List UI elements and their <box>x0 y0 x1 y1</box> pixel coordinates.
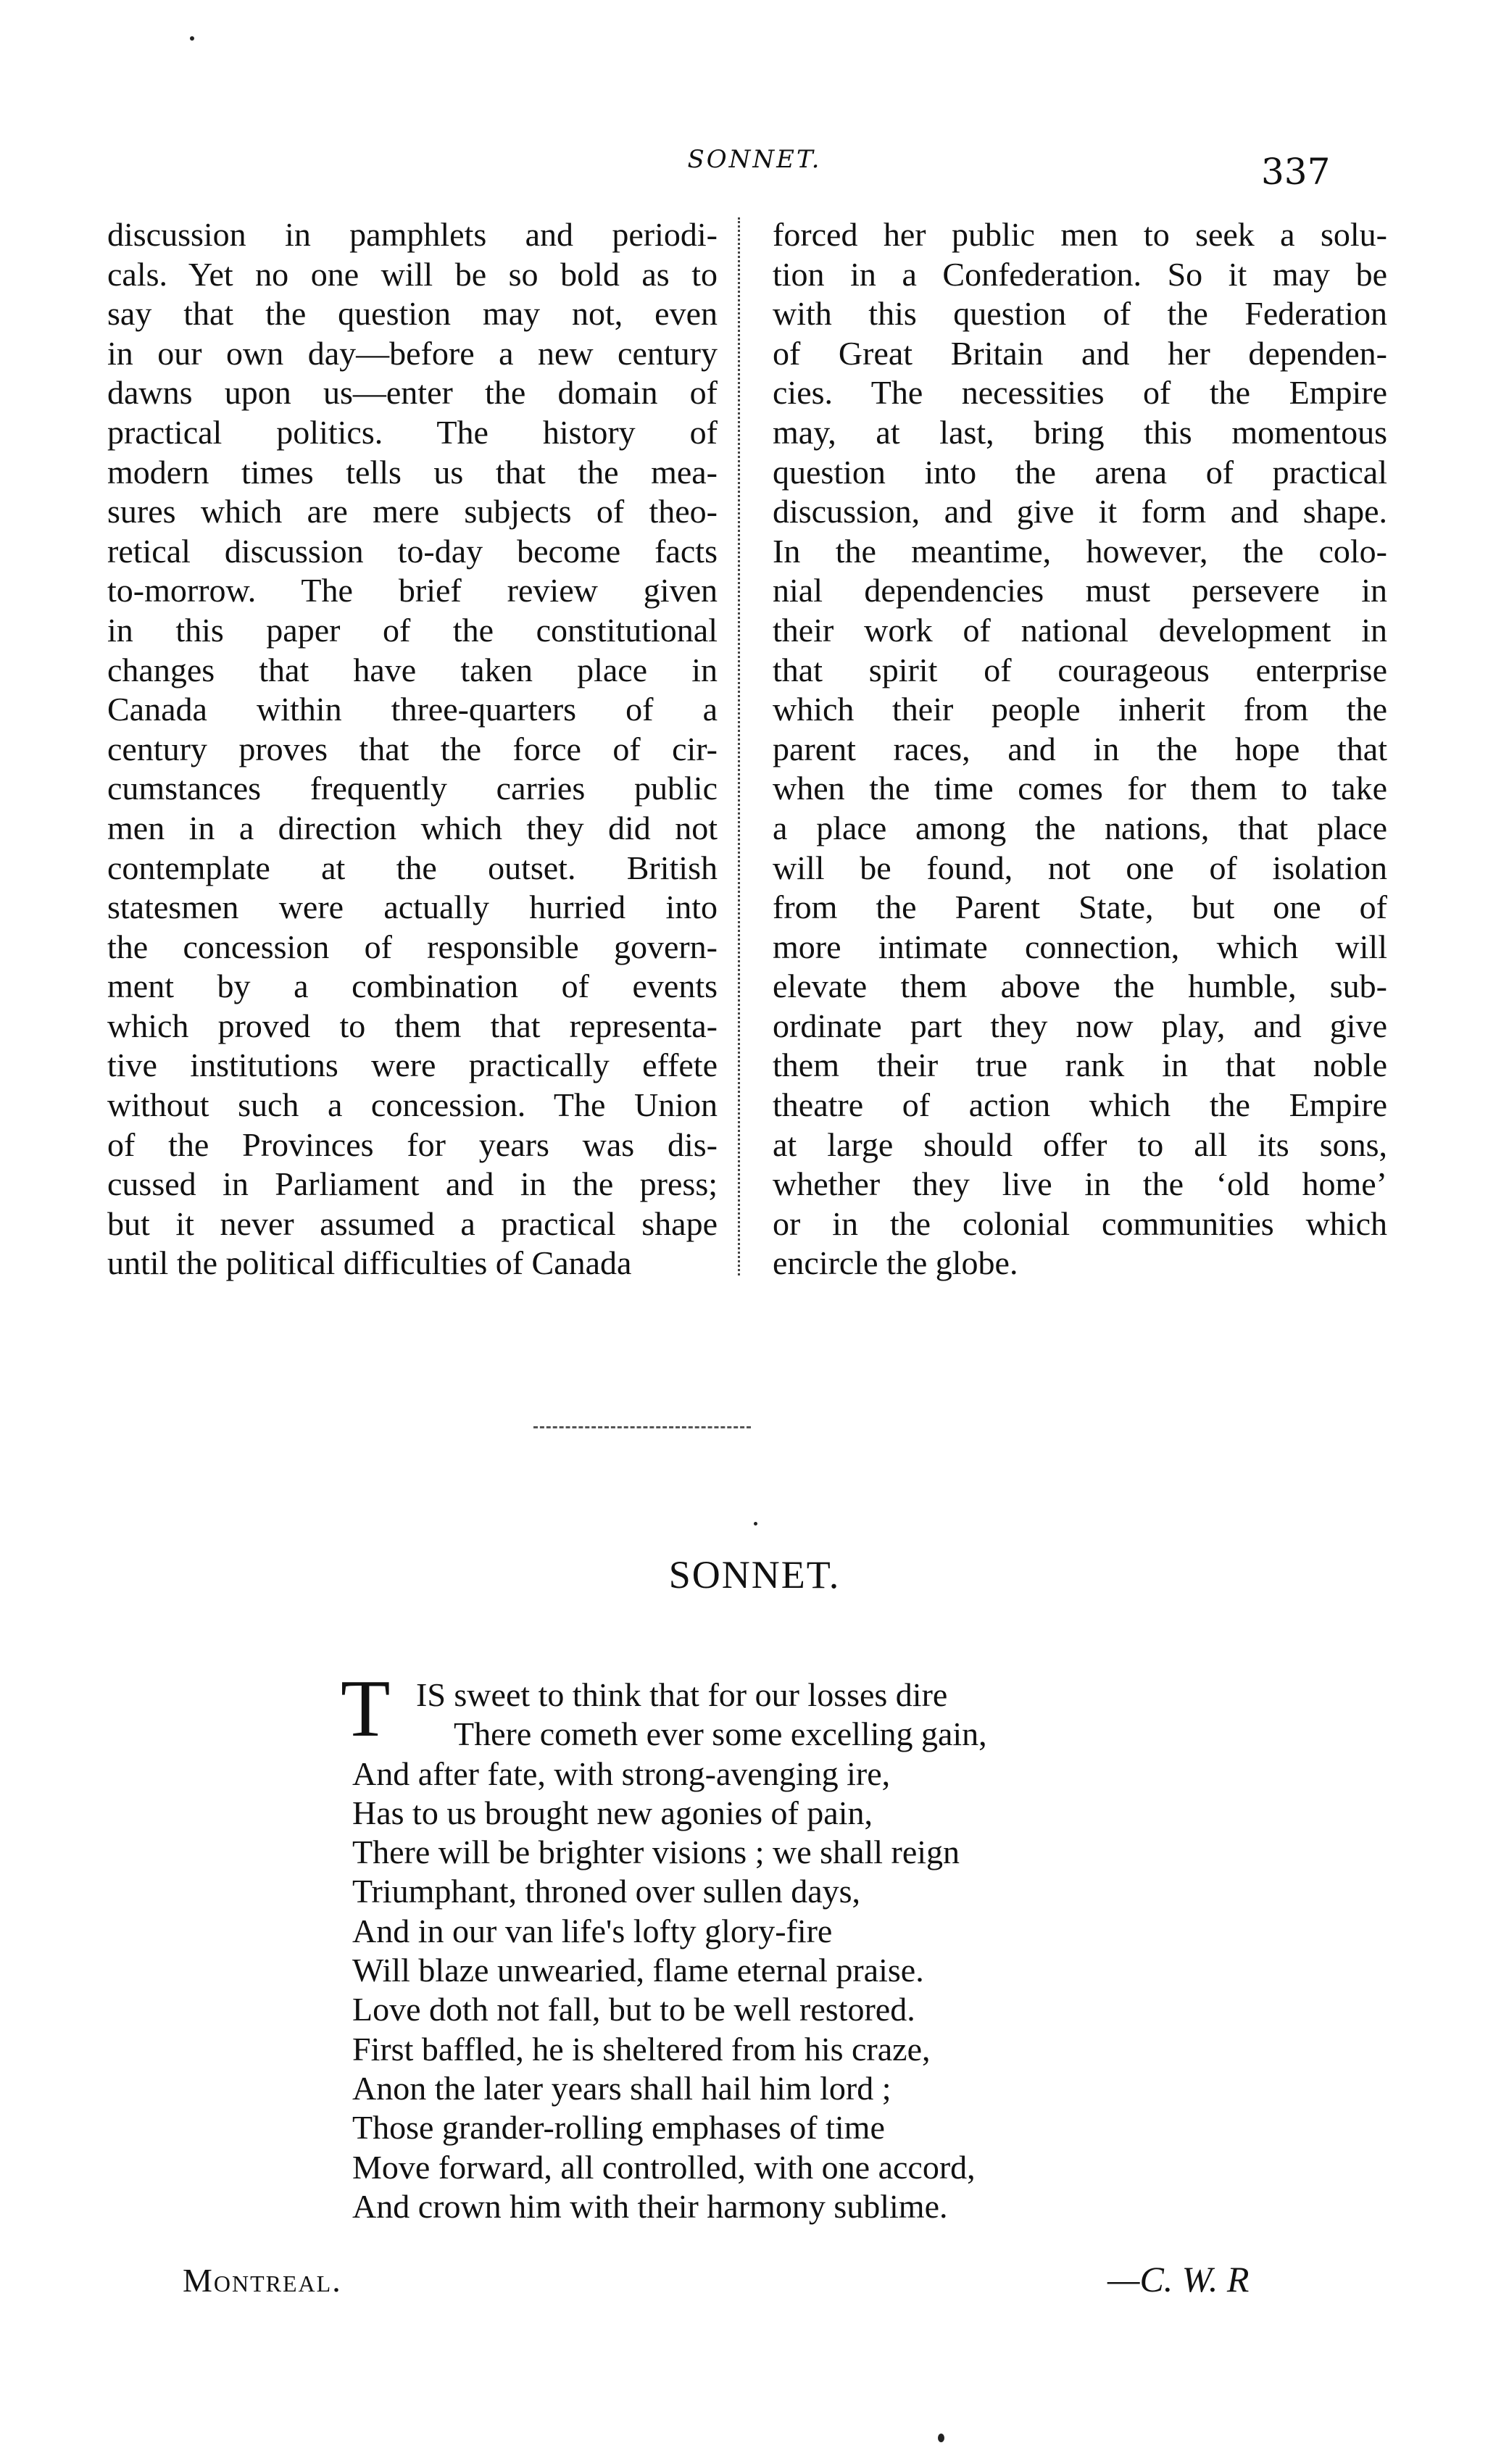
text-line: statesmen were actually hurried into <box>107 888 718 926</box>
text-line: more intimate connection, which will <box>773 928 1387 965</box>
text-line: parent races, and in the hope that <box>773 730 1387 767</box>
text-line: their work of national development in <box>773 611 1387 649</box>
poem-line: Love doth not fall, but to be well restored. <box>352 1991 915 2028</box>
text-line: cals. Yet no one will be so bold as to <box>107 255 718 293</box>
text-line: tive institutions were practically effete <box>107 1046 718 1084</box>
text-line: cies. The necessities of the Empire <box>773 374 1387 412</box>
text-line: retical discussion to-day become facts <box>107 532 718 570</box>
text-line: of the Provinces for years was dis- <box>107 1125 718 1163</box>
text-line: forced her public men to seek a solu- <box>773 216 1387 253</box>
text-line: until the political difficulties of Canada <box>107 1244 632 1282</box>
text-line: nial dependencies must persevere in <box>773 572 1387 609</box>
text-line: sures which are mere subjects of theo- <box>107 493 718 530</box>
poem-line: Those grander-rolling emphases of time <box>352 2109 885 2147</box>
speck-mark <box>190 36 194 41</box>
text-line: cussed in Parliament and in the press; <box>107 1165 718 1203</box>
text-line: will be found, not one of isolation <box>773 849 1387 886</box>
text-line: when the time comes for them to take <box>773 770 1387 807</box>
poem-line: And crown him with their harmony sublime. <box>352 2187 948 2225</box>
column-divider <box>738 217 740 1275</box>
text-line: ordinate part they now play, and give <box>773 1007 1387 1044</box>
text-line: discussion, and give it form and shape. <box>773 493 1387 530</box>
text-line: In the meantime, however, the colo- <box>773 532 1387 570</box>
text-line: that spirit of courageous enterprise <box>773 651 1387 688</box>
text-line: changes that have taken place in <box>107 651 718 688</box>
text-line: question into the arena of practical <box>773 453 1387 491</box>
text-line: discussion in pamphlets and periodi- <box>107 216 718 253</box>
text-line: encircle the globe. <box>773 1244 1018 1282</box>
text-line: tion in a Confederation. So it may be <box>773 255 1387 293</box>
text-line: cumstances frequently carries public <box>107 770 718 807</box>
text-line: at large should offer to all its sons, <box>773 1125 1387 1163</box>
poem-line: And after fate, with strong-avenging ire, <box>352 1755 891 1792</box>
text-line: say that the question may not, even <box>107 295 718 333</box>
sonnet-title: SONNET. <box>668 1553 841 1597</box>
speck-mark <box>754 1522 757 1526</box>
article-right-column <box>773 215 1387 1283</box>
poem-line: IS sweet to think that for our losses dire <box>416 1676 948 1713</box>
text-line: modern times tells us that the mea- <box>107 453 718 491</box>
text-line: Canada within three-quarters of a <box>107 691 718 728</box>
poem-line: Will blaze unwearied, flame eternal praise. <box>352 1952 924 1989</box>
text-line: in this paper of the constitutional <box>107 611 718 649</box>
text-line: theatre of action which the Empire <box>773 1086 1387 1124</box>
text-line: dawns upon us—enter the domain of <box>107 374 718 412</box>
speck-mark <box>938 2434 944 2442</box>
drop-cap: T <box>341 1664 391 1754</box>
text-line: men in a direction which they did not <box>107 809 718 846</box>
text-line: without such a concession. The Union <box>107 1086 718 1124</box>
poem-line: There will be brighter visions ; we shall reign <box>352 1834 960 1871</box>
place-of-writing: Montreal. <box>183 2262 342 2299</box>
text-line: from the Parent State, but one of <box>773 888 1387 926</box>
text-line: contemplate at the outset. British <box>107 849 718 886</box>
author-signature: —C. W. R <box>1107 2259 1250 2299</box>
poem-line: And in our van life's lofty glory-fire <box>352 1912 833 1949</box>
article-left-column <box>107 215 718 1283</box>
text-line: the concession of responsible govern- <box>107 928 718 965</box>
text-line: a place among the nations, that place <box>773 809 1387 846</box>
page-number: 337 <box>1261 151 1331 193</box>
text-line: with this question of the Federation <box>773 295 1387 333</box>
text-line: but it never assumed a practical shape <box>107 1204 718 1242</box>
text-line: in our own day—before a new century <box>107 334 718 372</box>
poem-line: Move forward, all controlled, with one accord, <box>352 2148 976 2186</box>
poem-line: Triumphant, throned over sullen days, <box>352 1873 861 1910</box>
text-line: elevate them above the humble, sub- <box>773 967 1387 1005</box>
poem-line: Anon the later years shall hail him lord ; <box>352 2069 891 2107</box>
text-line: practical politics. The history of <box>107 413 718 451</box>
text-line: century proves that the force of cir- <box>107 730 718 767</box>
text-line: may, at last, bring this momentous <box>773 413 1387 451</box>
text-line: ment by a combination of events <box>107 967 718 1005</box>
text-line: which their people inherit from the <box>773 691 1387 728</box>
poem-line: There cometh ever some excelling gain, <box>454 1715 987 1753</box>
text-line: which proved to them that representa- <box>107 1007 718 1044</box>
poem-line: Has to us brought new agonies of pain, <box>352 1794 873 1831</box>
sonnet-body <box>341 1664 987 2226</box>
text-line: them their true rank in that noble <box>773 1046 1387 1084</box>
section-separator-rule <box>533 1426 751 1428</box>
text-line: whether they live in the ‘old home’ <box>773 1165 1387 1203</box>
running-title: SONNET. <box>687 145 822 174</box>
poem-line: First baffled, he is sheltered from his craze, <box>352 2030 931 2068</box>
text-line: of Great Britain and her dependen- <box>773 334 1387 372</box>
text-line: or in the colonial communities which <box>773 1204 1387 1242</box>
text-line: to-morrow. The brief review given <box>107 572 718 609</box>
